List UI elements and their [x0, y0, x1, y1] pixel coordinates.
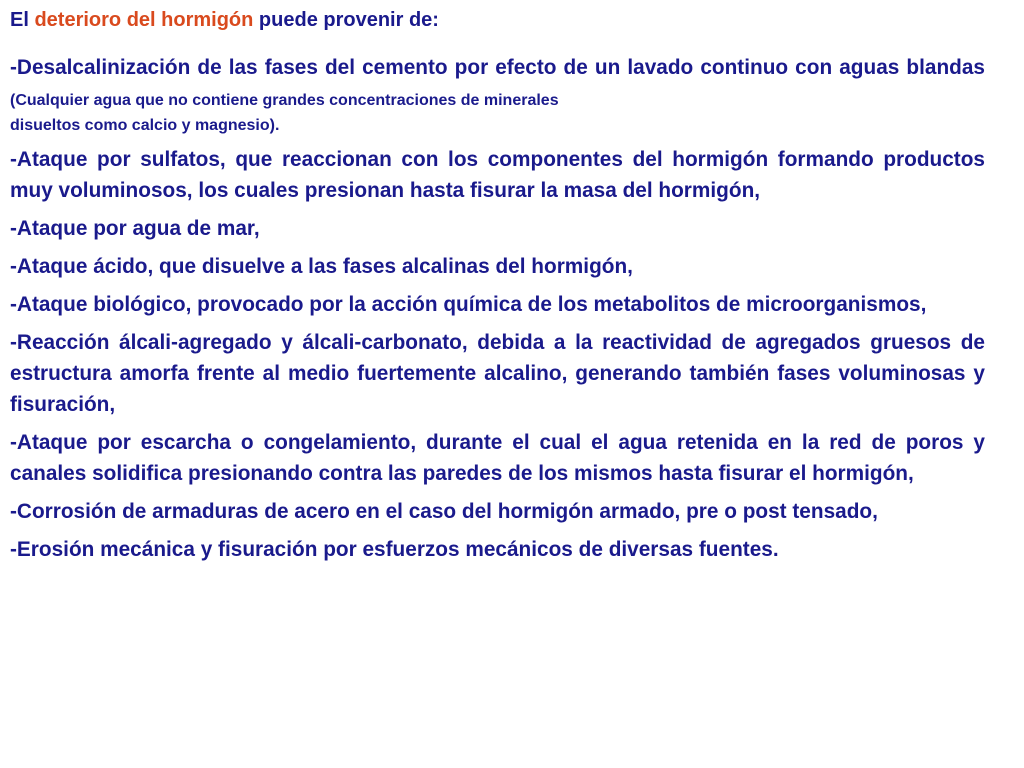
item-note-tail: disueltos como calcio y magnesio). [10, 117, 280, 134]
list-item-biologico: -Ataque biológico, provocado por la acción química de los metabolitos de microorganismos, [10, 293, 927, 316]
slide-title [10, 8, 985, 32]
list-item-corrosion: -Corrosión de armaduras de acero en el caso del hormigón armado, pre o post tensado, [10, 500, 878, 523]
item-note: (Cualquier agua que no contiene grandes concentraciones de minerales [10, 92, 559, 109]
list-item-escarcha: -Ataque por escarcha o congelamiento, durante el cual el agua retenida en la red de poros y canales solidifica presionando contra las paredes de los mismos hasta fisurar el hormigón, [10, 431, 985, 485]
item-text: -Desalcalinización de las fases del cemento por efecto de un lavado continuo con aguas blandas [10, 56, 985, 79]
list-item-sulfatos: -Ataque por sulfatos, que reaccionan con los componentes del hormigón formando productos muy voluminosos, los cuales presionan hasta fisurar la masa del hormigón, [10, 148, 985, 202]
slide-content [10, 8, 985, 760]
list-item-desalcalinizacion [10, 52, 985, 137]
title-prefix: El [10, 9, 35, 31]
list-item-erosion: -Erosión mecánica y fisuración por esfuerzos mecánicos de diversas fuentes. [10, 538, 779, 561]
list-item-agua-de-mar: -Ataque por agua de mar, [10, 217, 260, 240]
title-suffix: puede provenir de: [253, 9, 439, 31]
title-highlight: deterioro del hormigón [34, 9, 254, 31]
list-item-alcali-agregado: -Reacción álcali-agregado y álcali-carbonato, debida a la reactividad de agregados gruesos de estructura amorfa frente al medio fuertemente alcalino, generando también fases voluminosas y fisuración, [10, 331, 985, 416]
list-item-acido: -Ataque ácido, que disuelve a las fases alcalinas del hormigón, [10, 255, 633, 278]
